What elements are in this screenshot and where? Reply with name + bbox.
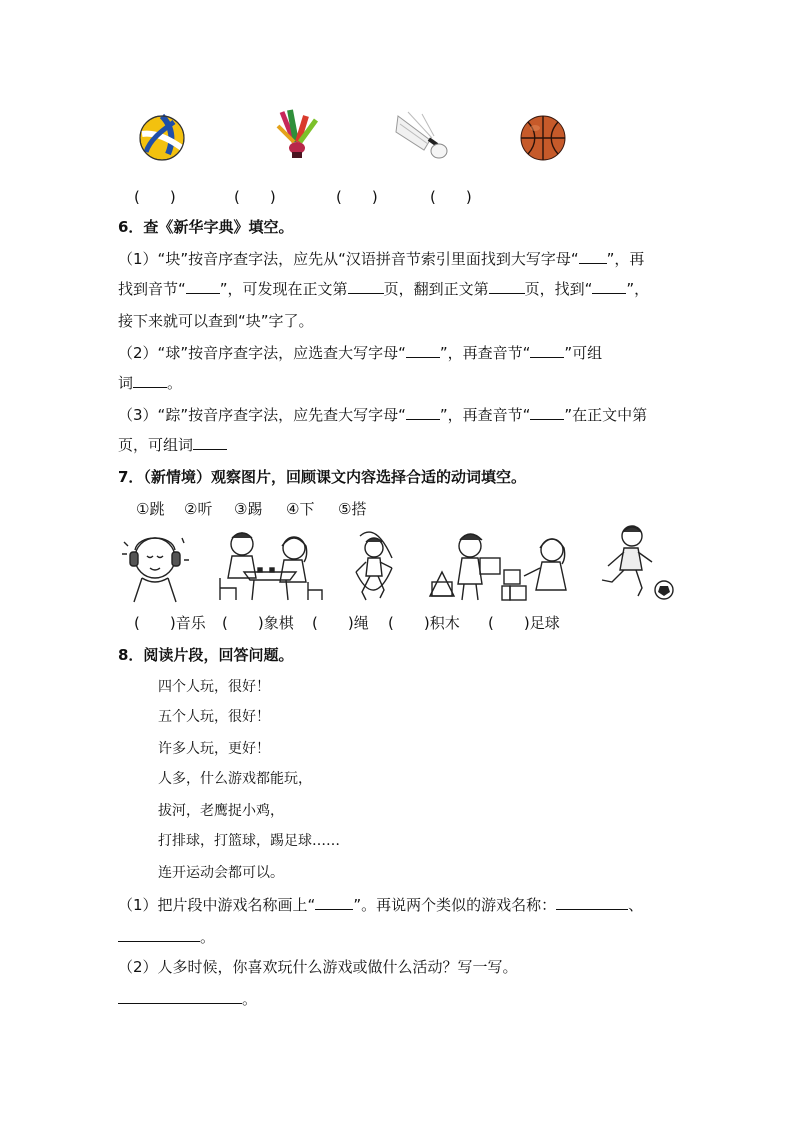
q8-part2-answer: 。 xyxy=(118,988,257,1009)
answer-blank[interactable] xyxy=(118,927,200,942)
q7-option: ④下 xyxy=(286,500,315,518)
answer-blank[interactable] xyxy=(133,373,167,388)
answer-blank[interactable] xyxy=(530,343,564,358)
q6-title: 6．查《新华字典》填空。 xyxy=(118,218,294,236)
building-blocks-picture xyxy=(426,528,576,604)
answer-blank[interactable] xyxy=(489,279,525,294)
paren-blank[interactable]: ( ) xyxy=(134,188,176,206)
q7-blank[interactable]: ( )足球 xyxy=(488,614,560,632)
poem-line: 人多，什么游戏都能玩， xyxy=(158,771,312,787)
poem-line: 四个人玩，很好！ xyxy=(158,679,270,695)
q8-title: 8．阅读片段，回答问题。 xyxy=(118,646,294,664)
paren-blank[interactable]: ( ) xyxy=(336,188,378,206)
answer-blank[interactable] xyxy=(315,895,353,910)
listening-music-picture xyxy=(120,528,190,604)
q7-option: ①跳 xyxy=(136,500,165,518)
q8-part2: （2）人多时候，你喜欢玩什么游戏或做什么活动？写一写。 xyxy=(118,958,518,976)
answer-blank[interactable] xyxy=(406,405,440,420)
chess-players-picture xyxy=(214,528,326,604)
answer-blank[interactable] xyxy=(118,989,242,1004)
answer-blank[interactable] xyxy=(348,279,384,294)
q7-title: 7．（新情境）观察图片，回顾课文内容选择合适的动词填空。 xyxy=(118,468,526,486)
poem-line: 打排球，打篮球，踢足球…… xyxy=(158,833,340,849)
q7-option: ②听 xyxy=(184,500,213,518)
q7-blank[interactable]: ( )绳 xyxy=(312,614,369,632)
answer-blank[interactable] xyxy=(530,405,564,420)
basketball-icon xyxy=(519,114,567,162)
answer-blank[interactable] xyxy=(406,343,440,358)
volleyball-icon xyxy=(138,114,186,162)
q7-option: ⑤搭 xyxy=(338,500,367,518)
q6-line: （1）“块”按音序查字法，应先从“汉语拼音节索引里面找到大写字母“ ”，再 xyxy=(118,250,645,268)
q6-line: （3）“踪”按音序查字法，应先查大写字母“ ”，再查音节“ ”在正文中第 xyxy=(118,406,648,424)
q6-line: 接下来就可以查到“块”字了。 xyxy=(118,312,314,330)
poem-line: 拔河，老鹰捉小鸡， xyxy=(158,803,284,819)
jumping-rope-picture xyxy=(352,528,400,604)
paren-blank[interactable]: ( ) xyxy=(430,188,472,206)
q7-option: ③踢 xyxy=(234,500,263,518)
answer-blank[interactable] xyxy=(556,895,628,910)
poem-line: 许多人玩，更好！ xyxy=(158,741,270,757)
playing-soccer-picture xyxy=(598,522,678,602)
poem-line: 连开运动会都可以。 xyxy=(158,865,284,881)
answer-blank[interactable] xyxy=(592,279,626,294)
q6-line: 找到音节“ ”，可发现在正文第 页，翻到正文第 页，找到“ ”， xyxy=(118,280,650,298)
q7-blank[interactable]: ( )音乐 xyxy=(134,614,206,632)
paren-blank[interactable]: ( ) xyxy=(234,188,276,206)
answer-blank[interactable] xyxy=(579,249,607,264)
q7-blank[interactable]: ( )积木 xyxy=(388,614,460,632)
q6-line: 页，可组词 xyxy=(118,434,227,455)
q8-part1: （1）把片段中游戏名称画上“ ”。再说两个类似的游戏名称： 、 xyxy=(118,896,644,914)
answer-blank[interactable] xyxy=(193,435,227,450)
badminton-shuttlecock-icon xyxy=(394,110,450,162)
q8-part1-cont: 。 xyxy=(118,926,215,947)
poem-line: 五个人玩，很好！ xyxy=(158,709,270,725)
shuttlecock-kick-icon xyxy=(272,108,322,162)
q6-line: （2）“球”按音序查字法，应选查大写字母“ ”，再查音节“ ”可组 xyxy=(118,344,603,362)
answer-blank[interactable] xyxy=(186,279,220,294)
q6-line: 词 。 xyxy=(118,374,183,392)
q7-blank[interactable]: ( )象棋 xyxy=(222,614,294,632)
